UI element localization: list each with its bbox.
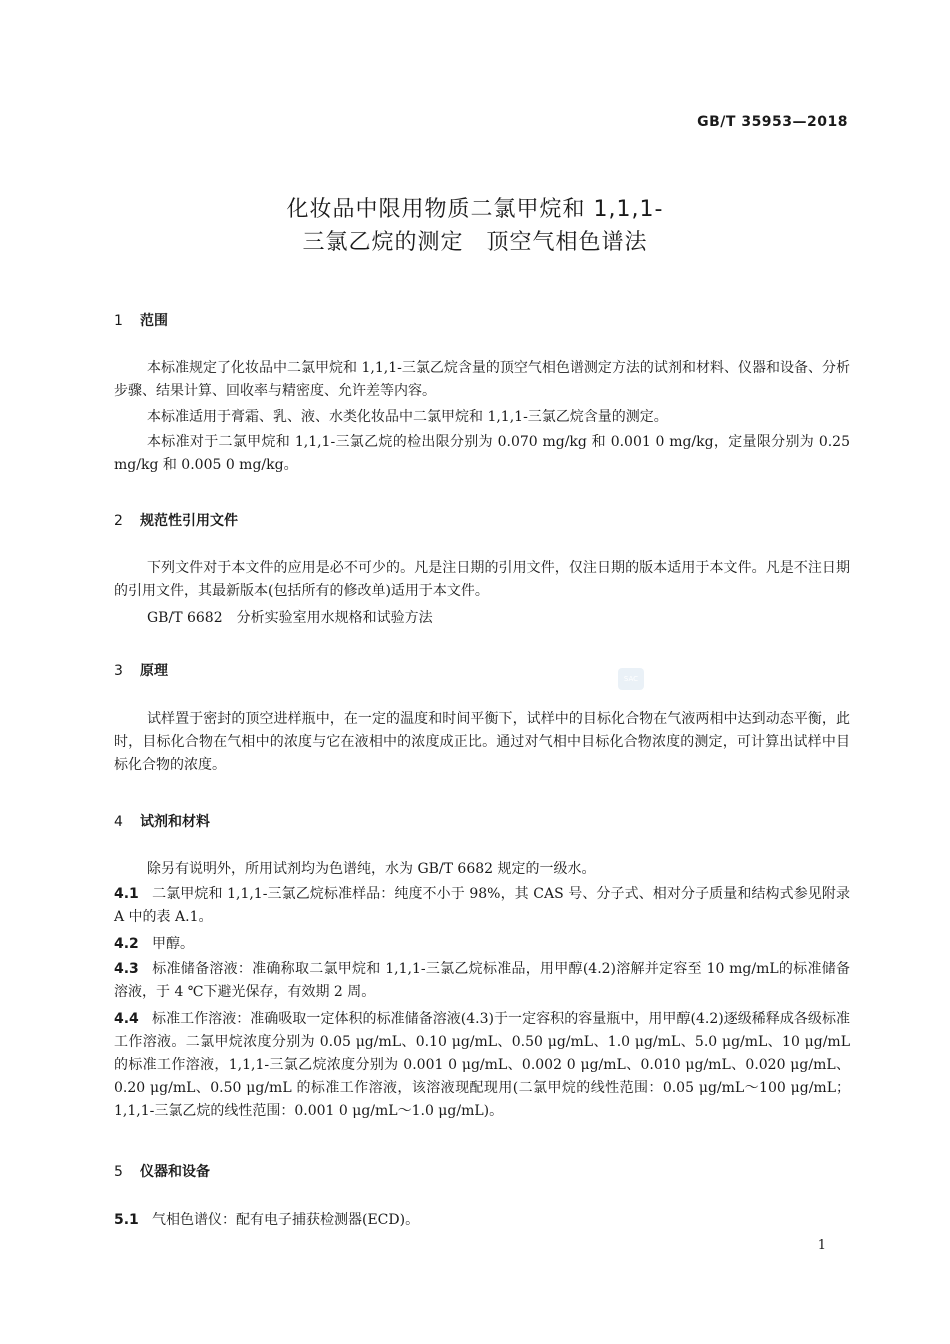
- section-4-heading: [114, 811, 210, 831]
- section-1-paragraph-3: 本标准对于二氯甲烷和 1,1,1-三氯乙烷的检出限分别为 0.070 mg/kg 和 0.001 0 mg/kg，定量限分别为 0.25 mg/kg 和 0.005 0 mg/kg。: [114, 434, 850, 473]
- item-text: 气相色谱仪：配有电子捕获检测器(ECD)。: [152, 1212, 420, 1228]
- page-number: 1: [817, 1238, 826, 1253]
- item-4-2: [114, 933, 850, 956]
- section-title: 原理: [140, 663, 168, 679]
- section-1-heading: [114, 310, 168, 330]
- item-text: 甲醇。: [152, 936, 194, 952]
- item-4-4: [114, 1008, 850, 1123]
- item-text: 标准储备溶液：准确称取二氯甲烷和 1,1,1-三氯乙烷标准品，用甲醇(4.2)溶解并定容至 10 mg/mL的标准储备溶液，于 4 ℃下避光保存，有效期 2 周。: [114, 961, 850, 1000]
- title-line-2: 三氯乙烷的测定 顶空气相色谱法: [302, 230, 648, 255]
- item-5-1: [114, 1209, 850, 1232]
- section-title: 试剂和材料: [140, 814, 210, 830]
- section-number: 5: [114, 1164, 123, 1180]
- section-1-paragraph-1: 本标准规定了化妆品中二氯甲烷和 1,1,1-三氯乙烷含量的顶空气相色谱测定方法的试剂和材料、仪器和设备、分析步骤、结果计算、回收率与精密度、允许差等内容。: [114, 360, 850, 399]
- item-text: 二氯甲烷和 1,1,1-三氯乙烷标准样品：纯度不小于 98%，其 CAS 号、分子式、相对分子质量和结构式参见附录 A 中的表 A.1。: [114, 886, 850, 925]
- item-number: 4.1: [114, 886, 139, 902]
- item-number: 4.4: [114, 1011, 139, 1027]
- section-3-heading: [114, 660, 168, 680]
- section-2-paragraph-1: 下列文件对于本文件的应用是必不可少的。凡是注日期的引用文件，仅注日期的版本适用于本文件。凡是不注日期的引用文件，其最新版本(包括所有的修改单)适用于本文件。: [114, 560, 850, 599]
- section-number: 4: [114, 814, 123, 830]
- section-title: 范围: [140, 313, 168, 329]
- section-number: 2: [114, 513, 123, 529]
- item-4-1: [114, 883, 850, 929]
- section-number: 1: [114, 313, 123, 329]
- section-5-heading: [114, 1161, 210, 1181]
- item-number: 4.3: [114, 961, 139, 977]
- section-4-intro: 除另有说明外，所用试剂均为色谱纯，水为 GB/T 6682 规定的一级水。: [147, 861, 596, 877]
- item-text: 标准工作溶液：准确吸取一定体积的标准储备溶液(4.3)于一定容积的容量瓶中，用甲醇(4.2)逐级稀释成各级标准工作溶液。二氯甲烷浓度分别为 0.05 μg/mL、0.10 μg/mL、0.50 μg/mL、1.0 μg/mL、5.0 μg/mL、10 μg/mL 的标准工作溶液，1,1,1-三氯乙烷浓度分别为 0.001 0 μg/mL、0.002 0 μg/mL、0.010 μg/mL、0.020 μg/mL、0.20 μg/mL、0.50 μg/mL 的标准工作溶液，该溶液现配现用(二氯甲烷的线性范围：0.05 μg/mL～100 μg/mL；1,1,1-三氯乙烷的线性范围：0.001 0 μg/mL～1.0 μg/mL)。: [114, 1011, 850, 1119]
- standard-code: GB/T 35953—2018: [697, 114, 848, 130]
- section-3-paragraph-1: 试样置于密封的顶空进样瓶中，在一定的温度和时间平衡下，试样中的目标化合物在气液两相中达到动态平衡，此时，目标化合物在气相中的浓度与它在液相中的浓度成正比。通过对气相中目标化合物浓度的测定，可计算出试样中目标化合物的浓度。: [114, 711, 850, 773]
- title-line-1: 化妆品中限用物质二氯甲烷和 1,1,1-: [286, 197, 664, 222]
- section-number: 3: [114, 663, 123, 679]
- sac-watermark: SAC: [618, 668, 644, 690]
- section-1-paragraph-2: 本标准适用于膏霜、乳、液、水类化妆品中二氯甲烷和 1,1,1-三氯乙烷含量的测定。: [147, 409, 668, 425]
- section-title: 仪器和设备: [140, 1164, 210, 1180]
- section-2-reference: GB/T 6682 分析实验室用水规格和试验方法: [147, 610, 433, 626]
- document-title: [0, 193, 950, 259]
- section-2-heading: [114, 510, 238, 530]
- item-number: 4.2: [114, 936, 139, 952]
- section-title: 规范性引用文件: [140, 513, 238, 529]
- item-4-3: [114, 958, 850, 1004]
- item-number: 5.1: [114, 1212, 139, 1228]
